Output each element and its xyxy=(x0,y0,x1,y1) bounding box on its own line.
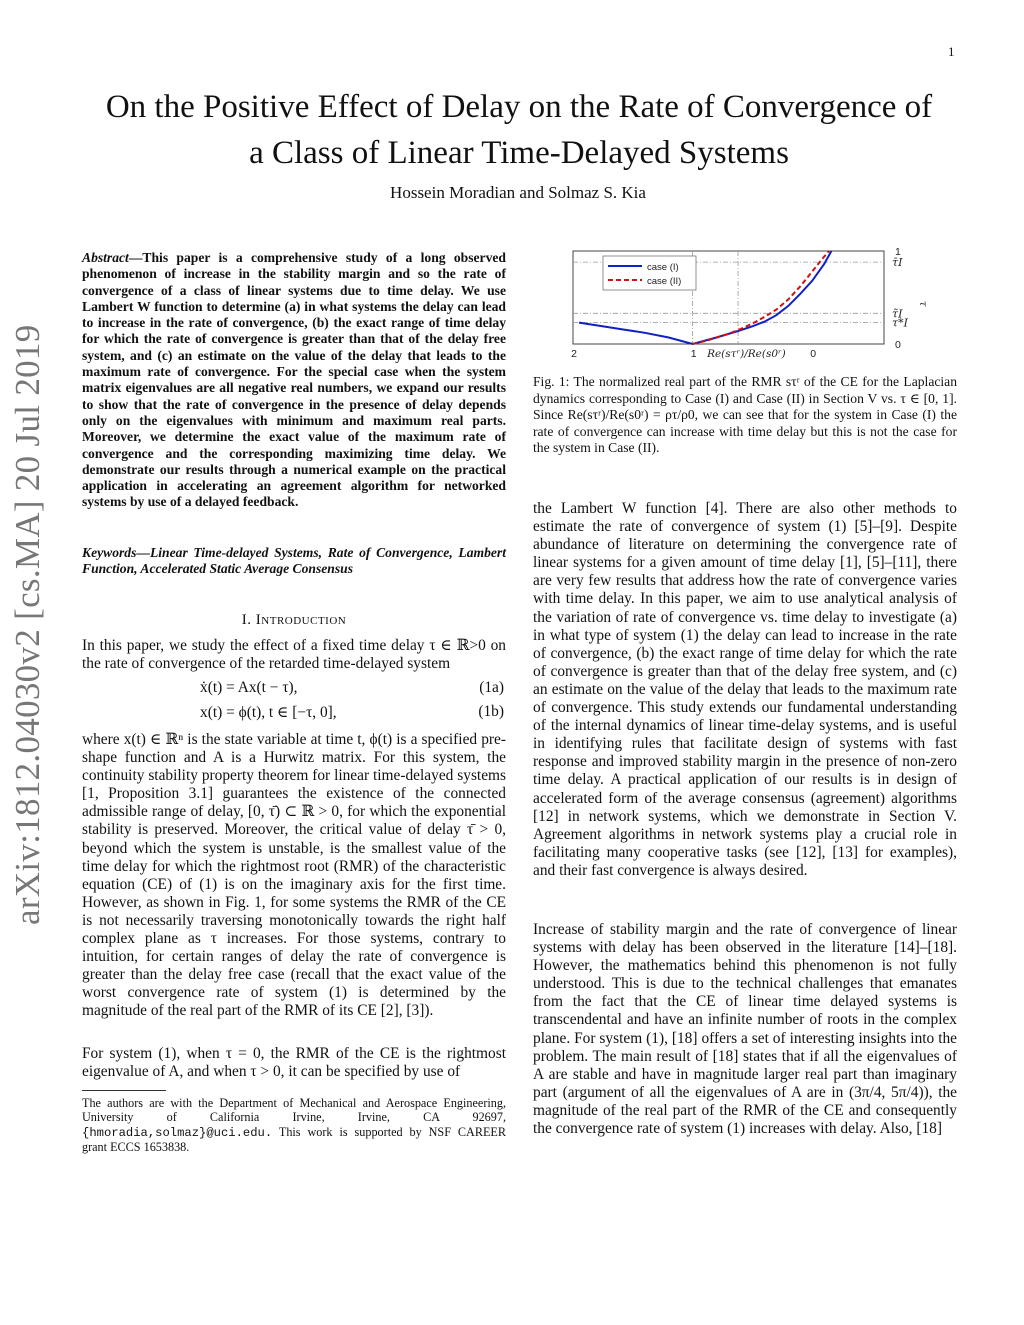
keywords: Keywords—Linear Time-delayed Systems, Rate of Convergence, Lambert Function, Accelerated Static Average Consensus xyxy=(82,545,506,577)
figure-caption: Fig. 1: The normalized real part of the RMR sτʳ of the CE for the Laplacian dynamics corresponding to Case (I) and Case (II) in Section V vs. τ ∈ [0, 1]. Since Re(sτʳ)/Re(s0ʳ) = ρτ/ρ0, we can see that for the system in Case (I) the rate of convergence can increase with time delay but this is not the case for the system in Case (II). xyxy=(533,374,957,455)
equation-1a-body: ẋ(t) = Ax(t − τ), xyxy=(200,679,298,696)
right-paragraph-2: Increase of stability margin and the rate of convergence of linear systems with delay has been observed in the literature [14]–[18]. However, the mathematics behind this phenomenon is not fully understood. This is due to the technical challenges that emanates from the fact that the CE of linear time delayed systems is transcendental and have an infinite number of roots in the complex plane. For system (1), [18] offers a set of interesting insights into the problem. The main result of [18] states that if all the eigenvalues of A are stable and have in magnitude larger real part than imaginary part (argument of all the eigenvalues of A are in (3π/4, 5π/4)), the magnitude of the real part of the RMR of the CE and consequently the convergence rate of system (1) increases with delay. Also, [18] xyxy=(533,921,957,1138)
y-axis-label: τ xyxy=(917,301,928,307)
footnote-email[interactable]: {hmoradia,solmaz}@uci.edu. xyxy=(82,1125,273,1140)
legend-entry: case (I) xyxy=(647,262,679,273)
section-title: Introduction xyxy=(255,612,347,628)
right-paragraph-1: the Lambert W function [4]. There are also other methods to estimate the rate of convergence of system (1) [5]–[9]. Despite abundance of literature on determining the convergence rate of linear systems for a given amount of time delay [1], [5]–[11], there are very few results that address how the rate of convergence varies with time delay. In this paper, we aim to use analytical analysis of the variation of rate of convergence vs. time delay to investigate (a) in what type of system (1) the delay can lead to increase in the rate of convergence, (b) the exact range of time delay for which the rate of convergence is greater than that of the delay free system, and (c) an estimate on the value of the delay that leads to the maximum rate of convergence. This study extends our fundamental understanding of the internal dynamics of linear time-delay systems, and is useful in identifying rules that facilitate design of systems with fast response and improved stability margin in the presence of non-zero time delay. A practical application of our results is in design of accelerated form of the average consensus (agreement) algorithms [12] in network systems, which we demonstrate in Section V. Agreement algorithms in network systems play a crucial role in facilitating many cooperative tasks (see [12], [13] for examples), and their fast convergence is always desired. xyxy=(533,500,957,879)
equation-1b-body: x(t) = ϕ(t), t ∈ [−τ, 0], xyxy=(200,704,337,721)
equation-1a-label: (1a) xyxy=(479,679,504,696)
equation-1b-label: (1b) xyxy=(478,703,504,720)
page-number: 1 xyxy=(948,44,955,59)
intro-paragraph-2: where x(t) ∈ ℝⁿ is the state variable at time t, ϕ(t) is a specified pre-shape function and A is a Hurwitz matrix. For this system, the continuity stability property theorem for linear time-delayed systems [1, Proposition 3.1] guarantees the existence of the connected admissible range of delay, [0, τ̄) ⊂ ℝ > 0, for which the exponential stability is preserved. Moreover, the critical value of delay τ̄ > 0, beyond which the system is unstable, is the smallest value of the time delay for which the rightmost root (RMR) of the characteristic equation (CE) of (1) is on the imaginary axis for the first time. However, as shown in Fig. 1, for some systems the RMR of the CE is not necessarily traversing monotonically towards the right half complex plane as τ increases. For those systems, contrary to intuition, for certain ranges of delay the rate of convergence is greater than the delay free case (recall that the exact value of the worst convergence rate of system (1) is determined by the magnitude of the real part of the RMR of its CE [2], [3]). xyxy=(82,731,506,1020)
section-number: I. xyxy=(241,612,252,628)
abstract-label: Abstract xyxy=(82,250,129,265)
x-axis-label: Re(sτʳ)/Re(s0ʳ) xyxy=(707,348,786,360)
title-line-2: a Class of Linear Time-Delayed Systems xyxy=(249,135,789,171)
series-line xyxy=(693,251,829,344)
title-line-1: On the Positive Effect of Delay on the Rate of Convergence of xyxy=(105,89,933,125)
legend xyxy=(603,256,696,290)
section-heading xyxy=(82,612,506,629)
footnote-affiliation: The authors are with the Department of Mechanical and Aerospace Engineering, University of California Irvine, Irvine, CA 92697, xyxy=(82,1096,506,1125)
abstract xyxy=(82,250,506,511)
y-marker-label: τ̃I xyxy=(892,307,903,321)
paper-title xyxy=(60,84,978,176)
y-marker-label: τ*I xyxy=(892,316,908,330)
footnote-funding: This work is supported by NSF CAREER grant ECCS 1653838. xyxy=(82,1124,506,1154)
figure-1-chart xyxy=(570,243,940,361)
intro-paragraph-1: In this paper, we study the effect of a fixed time delay τ ∈ ℝ>0 on the rate of convergence of the retarded time-delayed system xyxy=(82,637,506,673)
intro-paragraph-3: For system (1), when τ = 0, the RMR of the CE is the rightmost eigenvalue of A, and when τ > 0, it can be specified by use of xyxy=(82,1045,506,1081)
x-tick-label: 1 xyxy=(690,348,697,360)
authors: Hossein Moradian and Solmaz S. Kia xyxy=(390,183,646,202)
y-tick-label: 1 xyxy=(895,246,901,258)
abstract-text: —This paper is a comprehensive study of a long observed phenomenon of increase in the stability margin and so the rate of convergence of a class of linear systems due to time delay. We use Lambert W function to determine (a) in what systems the delay can lead to increase in the rate of convergence, (b) the exact range of time delay for which the rate of convergence is greater than that of the delay free system, and (c) an estimate on the value of the delay that leads to the maximum rate of convergence. For the special case when the system matrix eigenvalues are all negative real numbers, we expand our results to show that the rate of convergence in the presence of delay depends only on the eigenvalues with minimum and maximum real parts. Moreover, we determine the exact value of the maximum rate of convergence and the corresponding maximizing time delay. We demonstrate our results through a numerical example on the practical application in accelerating an agreement algorithm for networked systems by use of a delayed feedback. xyxy=(82,250,506,510)
footnote-rule xyxy=(82,1090,166,1091)
y-marker-label: τ̄I xyxy=(892,256,903,270)
x-tick-label: 0 xyxy=(810,348,817,360)
arxiv-stamp: arXiv:1812.04030v2 [cs.MA] 20 Jul 2019 xyxy=(8,324,47,925)
legend-entry: case (II) xyxy=(647,276,682,287)
y-tick-label: 0 xyxy=(895,339,901,351)
x-tick-label: 2 xyxy=(571,348,577,360)
footnote xyxy=(82,1096,506,1154)
